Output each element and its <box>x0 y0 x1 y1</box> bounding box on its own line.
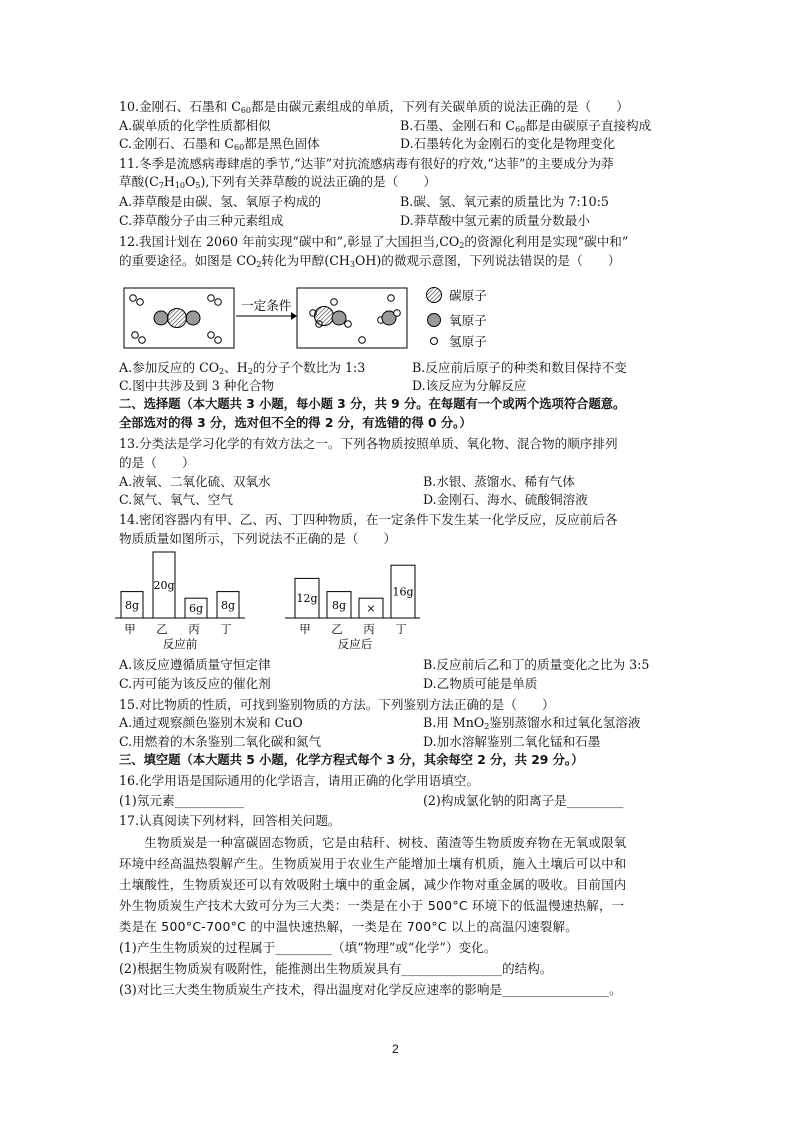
q17-part1: (1)产生生物质炭的过程属于_________（填“物理”或“化学”）变化。 <box>119 940 497 955</box>
q15-option-c: C.用燃着的木条鉴别二氧化碳和氮气 <box>119 734 322 749</box>
q10-option-d: D.石墨转化为金刚石的变化是物理变化 <box>400 136 616 151</box>
water-molecule <box>378 310 401 325</box>
section2-heading-line2: 全部选对的得 3 分，选对但不全的得 2 分，有选错的得 0 分。） <box>119 416 472 430</box>
after-bar-label-1: 8g <box>331 598 347 612</box>
after-bar-label-0: 12g <box>296 592 318 606</box>
after-name-1: 乙 <box>331 622 343 636</box>
q10-option-c: C.金刚石、石墨和 $C_{60}$都是黑色固体 <box>119 136 320 152</box>
q14-option-a: A.该反应遵循质量守恒定律 <box>119 657 271 672</box>
q10-option-a: A.碳单质的化学性质都相似 <box>119 118 271 133</box>
q12-option-d: D.该反应为分解反应 <box>412 378 527 393</box>
legend-carbon-icon <box>427 288 442 303</box>
q12-option-a: A.参加反应的 $CO_2$、$H_2$的分子个数比为 1:3 <box>119 360 366 376</box>
q17-passage-line3: 土壤酸性，生物质炭还可以有效吸附土壤中的重金属，减少作物对重金属的吸收。目前国内 <box>119 877 627 892</box>
q12-reaction-diagram <box>119 280 519 360</box>
q16-part1: (1)氖元素___________ <box>119 793 244 808</box>
q13-option-c: C.氮气、氧气、空气 <box>119 492 233 507</box>
q13-stem-line2: 的是（ ） <box>119 455 195 470</box>
after-name-0: 甲 <box>299 622 311 636</box>
q11-option-d: D.莽草酸中氢元素的质量分数最小 <box>400 213 590 228</box>
q11-option-a: A.莽草酸是由碳、氢、氧原子构成的 <box>119 194 322 209</box>
q15-option-b: B.用 MnO$_2$鉴别蒸馏水和过氧化氢溶液 <box>423 715 641 731</box>
after-bar-label-2: × <box>366 602 376 616</box>
before-name-0: 甲 <box>124 622 136 636</box>
condition-label: 一定条件 <box>241 298 292 313</box>
svg-text:氧原子: 氧原子 <box>449 313 487 328</box>
q12-stem-line1: 12.我国计划在 2060 年前实现“碳中和”,彰显了大国担当$,CO_2$的资源化利用是实现“碳中和” <box>119 234 629 250</box>
after-caption: 反应后 <box>337 637 373 651</box>
legend-oxygen-icon <box>428 314 441 327</box>
q12-option-c: C.图中共涉及到 3 种化合物 <box>119 378 275 393</box>
q17-part2: (2)根据生物质炭有吸附性，能推测出生物质炭具有________________的结构。 <box>119 961 553 976</box>
before-bar-label-2: 6g <box>188 602 204 616</box>
q10-option-b: B.石墨、金刚石和 $C_{60}$都是由碳原子直接构成 <box>400 118 652 134</box>
before-name-3: 丁 <box>220 622 232 636</box>
q15-stem: 15.对比物质的性质，可找到鉴别物质的方法。下列鉴别方法正确的是（ ） <box>119 697 555 712</box>
q12-stem-line2: 的重要途径。如图是 $CO_2$转化为甲醇$(CH_3OH)$的微观示意图，下列说法错误的是（ ） <box>119 253 621 269</box>
q17-passage-line5: 类是在 500°C-700°C 的中温快速热解，一类是在 700°C 以上的高温闪速裂解。 <box>119 919 578 934</box>
q17-passage-line1: 生物质炭是一种富碳固态物质，它是由秸秆、树枝、菌渣等生物质废弃物在无氧或限氧 <box>119 835 627 850</box>
section3-heading: 三、填空题（本大题共 5 小题，化学方程式每个 3 分，其余每空 2 分，共 29 分。） <box>119 753 584 767</box>
legend <box>427 288 488 350</box>
q14-stem-line1: 14.密闭容器内有甲、乙、丙、丁四种物质，在一定条件下发生某一化学反应，反应前后各 <box>119 512 618 527</box>
after-name-3: 丁 <box>395 622 407 636</box>
q17-part3: (3)对比三大类生物质炭生产技术，得出温度对化学反应速率的影响是_________________。 <box>119 982 622 997</box>
q14-option-d: D.乙物质可能是单质 <box>423 676 538 691</box>
after-name-2: 丙 <box>363 622 375 636</box>
q17-passage-line4: 外生物质炭生产技术大致可分为三大类：一类是在小于 500°C 环境下的低温慢速热解，一 <box>119 898 625 913</box>
legend-hydrogen-icon <box>431 338 438 345</box>
q14-option-c: C.丙可能为该反应的催化剂 <box>119 676 271 691</box>
before-bar-label-1: 20g <box>153 579 175 592</box>
svg-text:氢原子: 氢原子 <box>449 334 487 349</box>
q15-option-a: A.通过观察颜色鉴别木炭和 CuO <box>119 715 303 730</box>
q14-mass-chart <box>115 540 435 655</box>
q12-option-b: B.反应前后原子的种类和数目保持不变 <box>412 360 627 375</box>
q14-option-b: B.反应前后乙和丁的质量变化之比为 3:5 <box>423 657 650 672</box>
co2-molecule <box>154 309 200 328</box>
page-number: 2 <box>392 1042 399 1056</box>
q16-stem: 16.化学用语是国际通用的化学语言，请用正确的化学用语填空。 <box>119 773 480 788</box>
q13-stem-line1: 13.分类法是学习化学的有效方法之一。下列各物质按照单质、氧化物、混合物的顺序排列 <box>119 436 618 451</box>
svg-text:碳原子: 碳原子 <box>449 288 487 303</box>
q11-option-c: C.莽草酸分子由三种元素组成 <box>119 213 284 228</box>
q13-option-d: D.金刚石、海水、硫酸铜溶液 <box>423 492 588 507</box>
q10-stem: 10.金刚石、石墨和 $C_{60}$都是由碳元素组成的单质，下列有关碳单质的说法正确的是（ ） <box>119 99 629 115</box>
q11-option-b: B.碳、氢、氧元素的质量比为 7:10:5 <box>400 194 609 209</box>
after-bar-label-3: 16g <box>392 585 414 599</box>
before-name-1: 乙 <box>156 622 168 636</box>
methanol-molecule <box>310 299 352 328</box>
q11-stem-line2: 草酸$(C_7H_{10}O_5)$,下列有关莽草酸的说法正确的是（ ） <box>119 174 437 190</box>
q13-option-b: B.水银、蒸馏水、稀有气体 <box>423 474 575 489</box>
q14-stem-line2: 物质质量如图所示，下列说法不正确的是（ ） <box>119 531 397 546</box>
q13-option-a: A.液氧、二氧化硫、双氧水 <box>119 474 271 489</box>
q17-passage-line2: 环境中经高温热裂解产生。生物质炭用于农业生产能增加土壤有机质，施入土壤后可以中和 <box>119 856 627 871</box>
q11-stem-line1: 11.冬季是流感病毒肆虐的季节,“达菲”对抗流感病毒有很好的疗效,“达菲”的主要成分为莽 <box>119 156 614 171</box>
before-bar-label-0: 8g <box>124 598 140 612</box>
section2-heading-line1: 二、选择题（本大题共 3 小题，每小题 3 分，共 9 分。在每题有一个或两个选项符合题意。 <box>119 397 626 411</box>
before-bar-label-3: 8g <box>220 598 236 612</box>
q16-part2: (2)构成氯化钠的阳离子是_________ <box>423 793 624 808</box>
before-name-2: 丙 <box>188 622 200 636</box>
q17-stem: 17.认真阅读下列材料，回答相关问题。 <box>119 813 341 828</box>
q15-option-d: D.加水溶解鉴别二氧化锰和石墨 <box>423 734 601 749</box>
before-caption: 反应前 <box>162 637 198 651</box>
